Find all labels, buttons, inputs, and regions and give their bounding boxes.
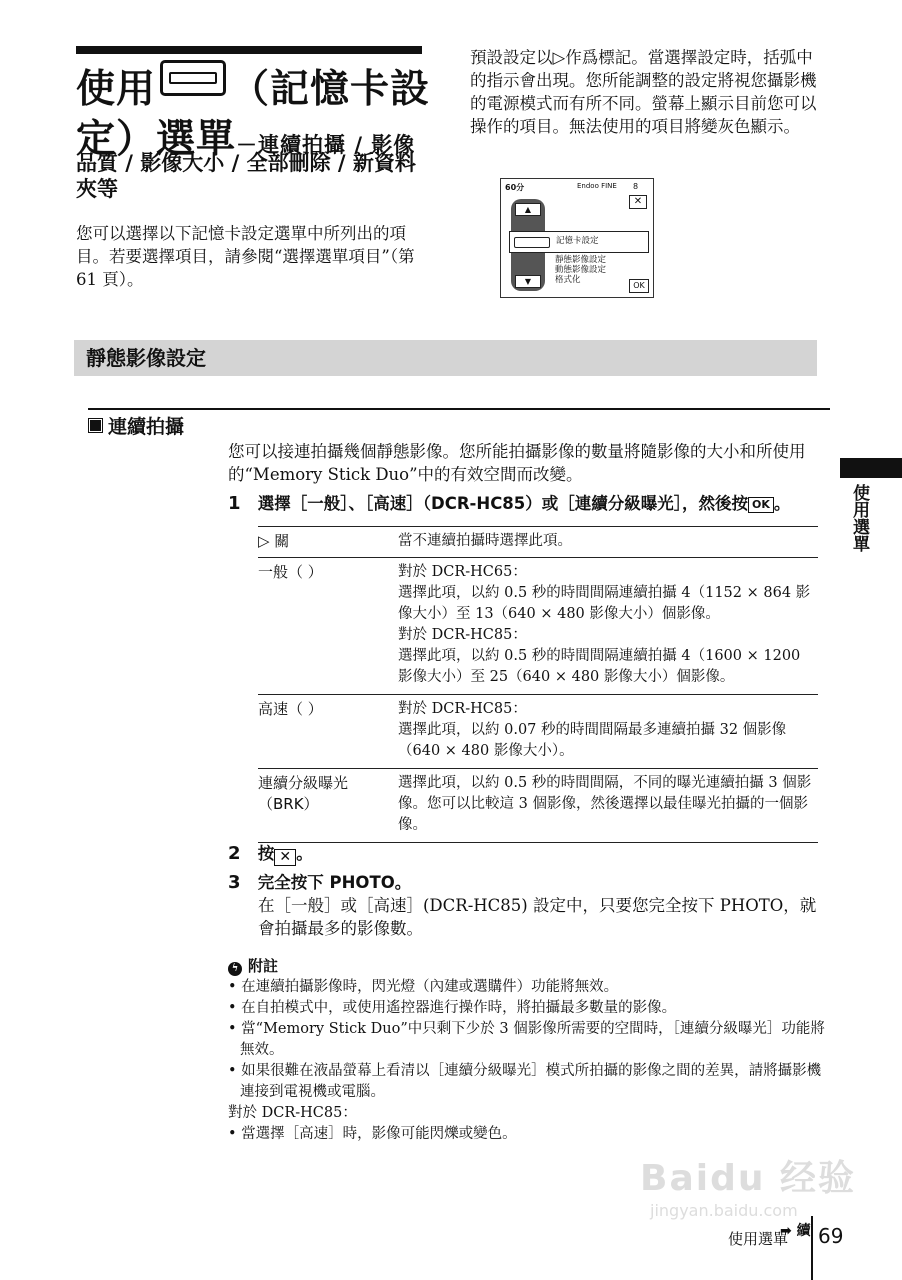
note-icon: ϟ (228, 962, 242, 976)
notes-title-text: 附註 (248, 957, 279, 975)
section-header (74, 340, 817, 376)
step-text-end: 。 (296, 844, 313, 863)
note-item: • 在連續拍攝影像時，閃光燈（內建或選購件）功能將無效。 (228, 979, 619, 995)
side-tab-marker (840, 458, 902, 478)
memory-card-icon (514, 237, 550, 248)
note-text: 如果很難在液晶螢幕上看清以［連續分級曝光］模式所拍攝的影像之間的差異，請將攝影機連接到電視機或電腦。 (240, 1063, 822, 1100)
desc-line: 當不連續拍攝時選擇此項。 (398, 533, 572, 549)
section-title: 靜態影像設定 (86, 346, 206, 370)
step-text: 按 (257, 844, 275, 863)
table-row (258, 526, 818, 557)
note-text: 當“Memory Stick Duo”中只剩下少於 3 個影像所需要的空間時，［連續分級曝光］功能將無效。 (240, 1021, 825, 1058)
note-item: • 在自拍模式中，或使用遙控器進行操作時，將拍攝最多數量的影像。 (228, 1000, 677, 1016)
title-subtitle: －連續拍攝 / 影像 (236, 133, 416, 157)
intro-paragraph: 您可以選擇以下記憶卡設定選單中所列出的項目。若要選擇項目，請參閱“選擇選單項目”（第 61 頁）。 (76, 224, 415, 289)
desc-line: 對於 DCR-HC85： (398, 701, 527, 717)
desc-line: 對於 DCR-HC85： (398, 627, 527, 643)
memory-card-icon (160, 60, 226, 96)
lcd-menu-item: 格式化 (555, 275, 581, 285)
desc-line: 對於 DCR-HC65： (398, 564, 527, 580)
lcd-selected-label: 記憶卡設定 (556, 236, 599, 246)
table-row (258, 768, 818, 843)
watermark (640, 1150, 860, 1230)
step-2 (228, 842, 313, 866)
desc-line: 選擇此項，以約 0.5 秒的時間間隔連續拍攝 4（1600 × 1200 影像大小）至 25（640 × 480 影像大小）個影像。 (398, 648, 801, 685)
battery-indicator: 60分 (505, 183, 525, 192)
title-subtitle-line: 夾等 (76, 177, 118, 201)
option-desc (398, 769, 818, 842)
option-label: 高速（ ） (258, 700, 323, 718)
step-text: 選擇［一般］、［高速］（DCR-HC85）或［連續分級曝光］，然後按 (257, 494, 749, 513)
lcd-status-bar (505, 182, 649, 192)
option-desc (398, 695, 818, 768)
continued-marker: ➡ 續 (780, 1223, 811, 1239)
lcd-down-arrow-icon: ▼ (515, 275, 541, 288)
note-model-label: 對於 DCR-HC85： (228, 1105, 357, 1121)
option-label: 連續分級曝光（BRK） (258, 774, 349, 813)
note-text: 當選擇［高速］時，影像可能閃爍或變色。 (241, 1126, 517, 1142)
close-button-icon: ✕ (274, 849, 296, 866)
image-count: 8 (633, 182, 639, 191)
table-row (258, 557, 818, 694)
note-item: • 如果很難在液晶螢幕上看清以［連續分級曝光］模式所拍攝的影像之間的差異，請將攝影機連接到電視機或電腦。 (228, 1063, 822, 1100)
lcd-up-arrow-icon: ▲ (515, 203, 541, 216)
subsection-rule (88, 408, 830, 410)
desc-line: 選擇此項，以約 0.5 秒的時間間隔連續拍攝 4（1152 × 864 影像大小）至 13（640 × 480 影像大小）個影像。 (398, 585, 811, 622)
option-label: ▷ 關 (258, 532, 290, 550)
lcd-screen-illustration (500, 178, 654, 298)
description-paragraph: 您可以接連拍攝幾個靜態影像。您所能拍攝影像的數量將隨影像的大小和所使用的“Memory Stick Duo”中的有效空間而改變。 (228, 442, 806, 484)
title-part: 定）選單 (76, 117, 237, 162)
notes-block (228, 956, 828, 1145)
table-row (258, 694, 818, 768)
step-number: 1 (228, 493, 241, 514)
desc-line: 選擇此項，以約 0.07 秒的時間間隔最多連續拍攝 32 個影像（640 × 480 影像大小）。 (398, 722, 787, 759)
lcd-menu-item: 靜態影像設定 (555, 255, 607, 265)
mode-indicator: Endoo FINE (577, 182, 617, 190)
step-text: 完全按下 PHOTO。 (257, 873, 412, 892)
lcd-selected-item (509, 231, 649, 253)
lcd-menu-item: 動態影像設定 (555, 265, 607, 275)
title-subtitle-line: 品質 / 影像大小 / 全部刪除 / 新資料 (76, 151, 416, 175)
note-item: • 當“Memory Stick Duo”中只剩下少於 3 個影像所需要的空間時，［連續分級曝光］功能將無效。 (228, 1021, 825, 1058)
ok-button-icon: OK (748, 497, 774, 513)
square-bullet-icon (88, 418, 103, 433)
subsection-title (88, 414, 184, 440)
settings-table (258, 526, 818, 843)
step-body: 在［一般］或［高速］(DCR-HC85) 設定中，只要您完全按下 PHOTO，就會拍攝最多的影像數。 (258, 896, 817, 938)
notes-title (228, 956, 828, 977)
option-desc (398, 558, 818, 694)
footer-label: 使用選單 (728, 1230, 789, 1248)
step-number: 2 (228, 843, 241, 864)
option-desc (398, 527, 818, 558)
title-subtitle-cont (76, 150, 436, 202)
lcd-ok-button: OK (629, 279, 649, 293)
note-text: 在連續拍攝影像時，閃光燈（內建或選購件）功能將無效。 (241, 979, 619, 995)
option-label: 一般（ ） (258, 563, 323, 581)
title-part: （記憶卡設 (230, 67, 431, 112)
step-text-end: 。 (773, 494, 791, 513)
footer-divider (811, 1216, 813, 1280)
default-settings-paragraph: 預設設定以▷作爲標記。當選擇設定時，括弧中的指示會出現。您所能調整的設定將視您攝影機的電源模式而有所不同。螢幕上顯示目前您可以操作的項目。無法使用的項目將變灰色顯示。 (470, 48, 817, 136)
note-text: 在自拍模式中，或使用遙控器進行操作時，將拍攝最多數量的影像。 (241, 1000, 677, 1016)
lcd-close-button: ✕ (629, 195, 647, 209)
step-3 (228, 871, 820, 940)
step-1 (228, 492, 828, 515)
watermark-url: jingyan.baidu.com (650, 1201, 798, 1220)
watermark-brand: Baidu 经验 (640, 1158, 857, 1199)
side-tab-label: 使用選單 (849, 484, 869, 552)
desc-line: 選擇此項，以約 0.5 秒的時間間隔，不同的曝光連續拍攝 3 個影像。您可以比較這 3 個影像，然後選擇以最佳曝光拍攝的一個影像。 (398, 775, 812, 833)
title-rule (76, 46, 422, 54)
step-number: 3 (228, 872, 241, 893)
subsection-title-text: 連續拍攝 (108, 416, 185, 438)
title-part: 使用 (76, 67, 157, 112)
note-item: • 當選擇［高速］時，影像可能閃爍或變色。 (228, 1126, 517, 1142)
page-number: 69 (818, 1224, 844, 1248)
